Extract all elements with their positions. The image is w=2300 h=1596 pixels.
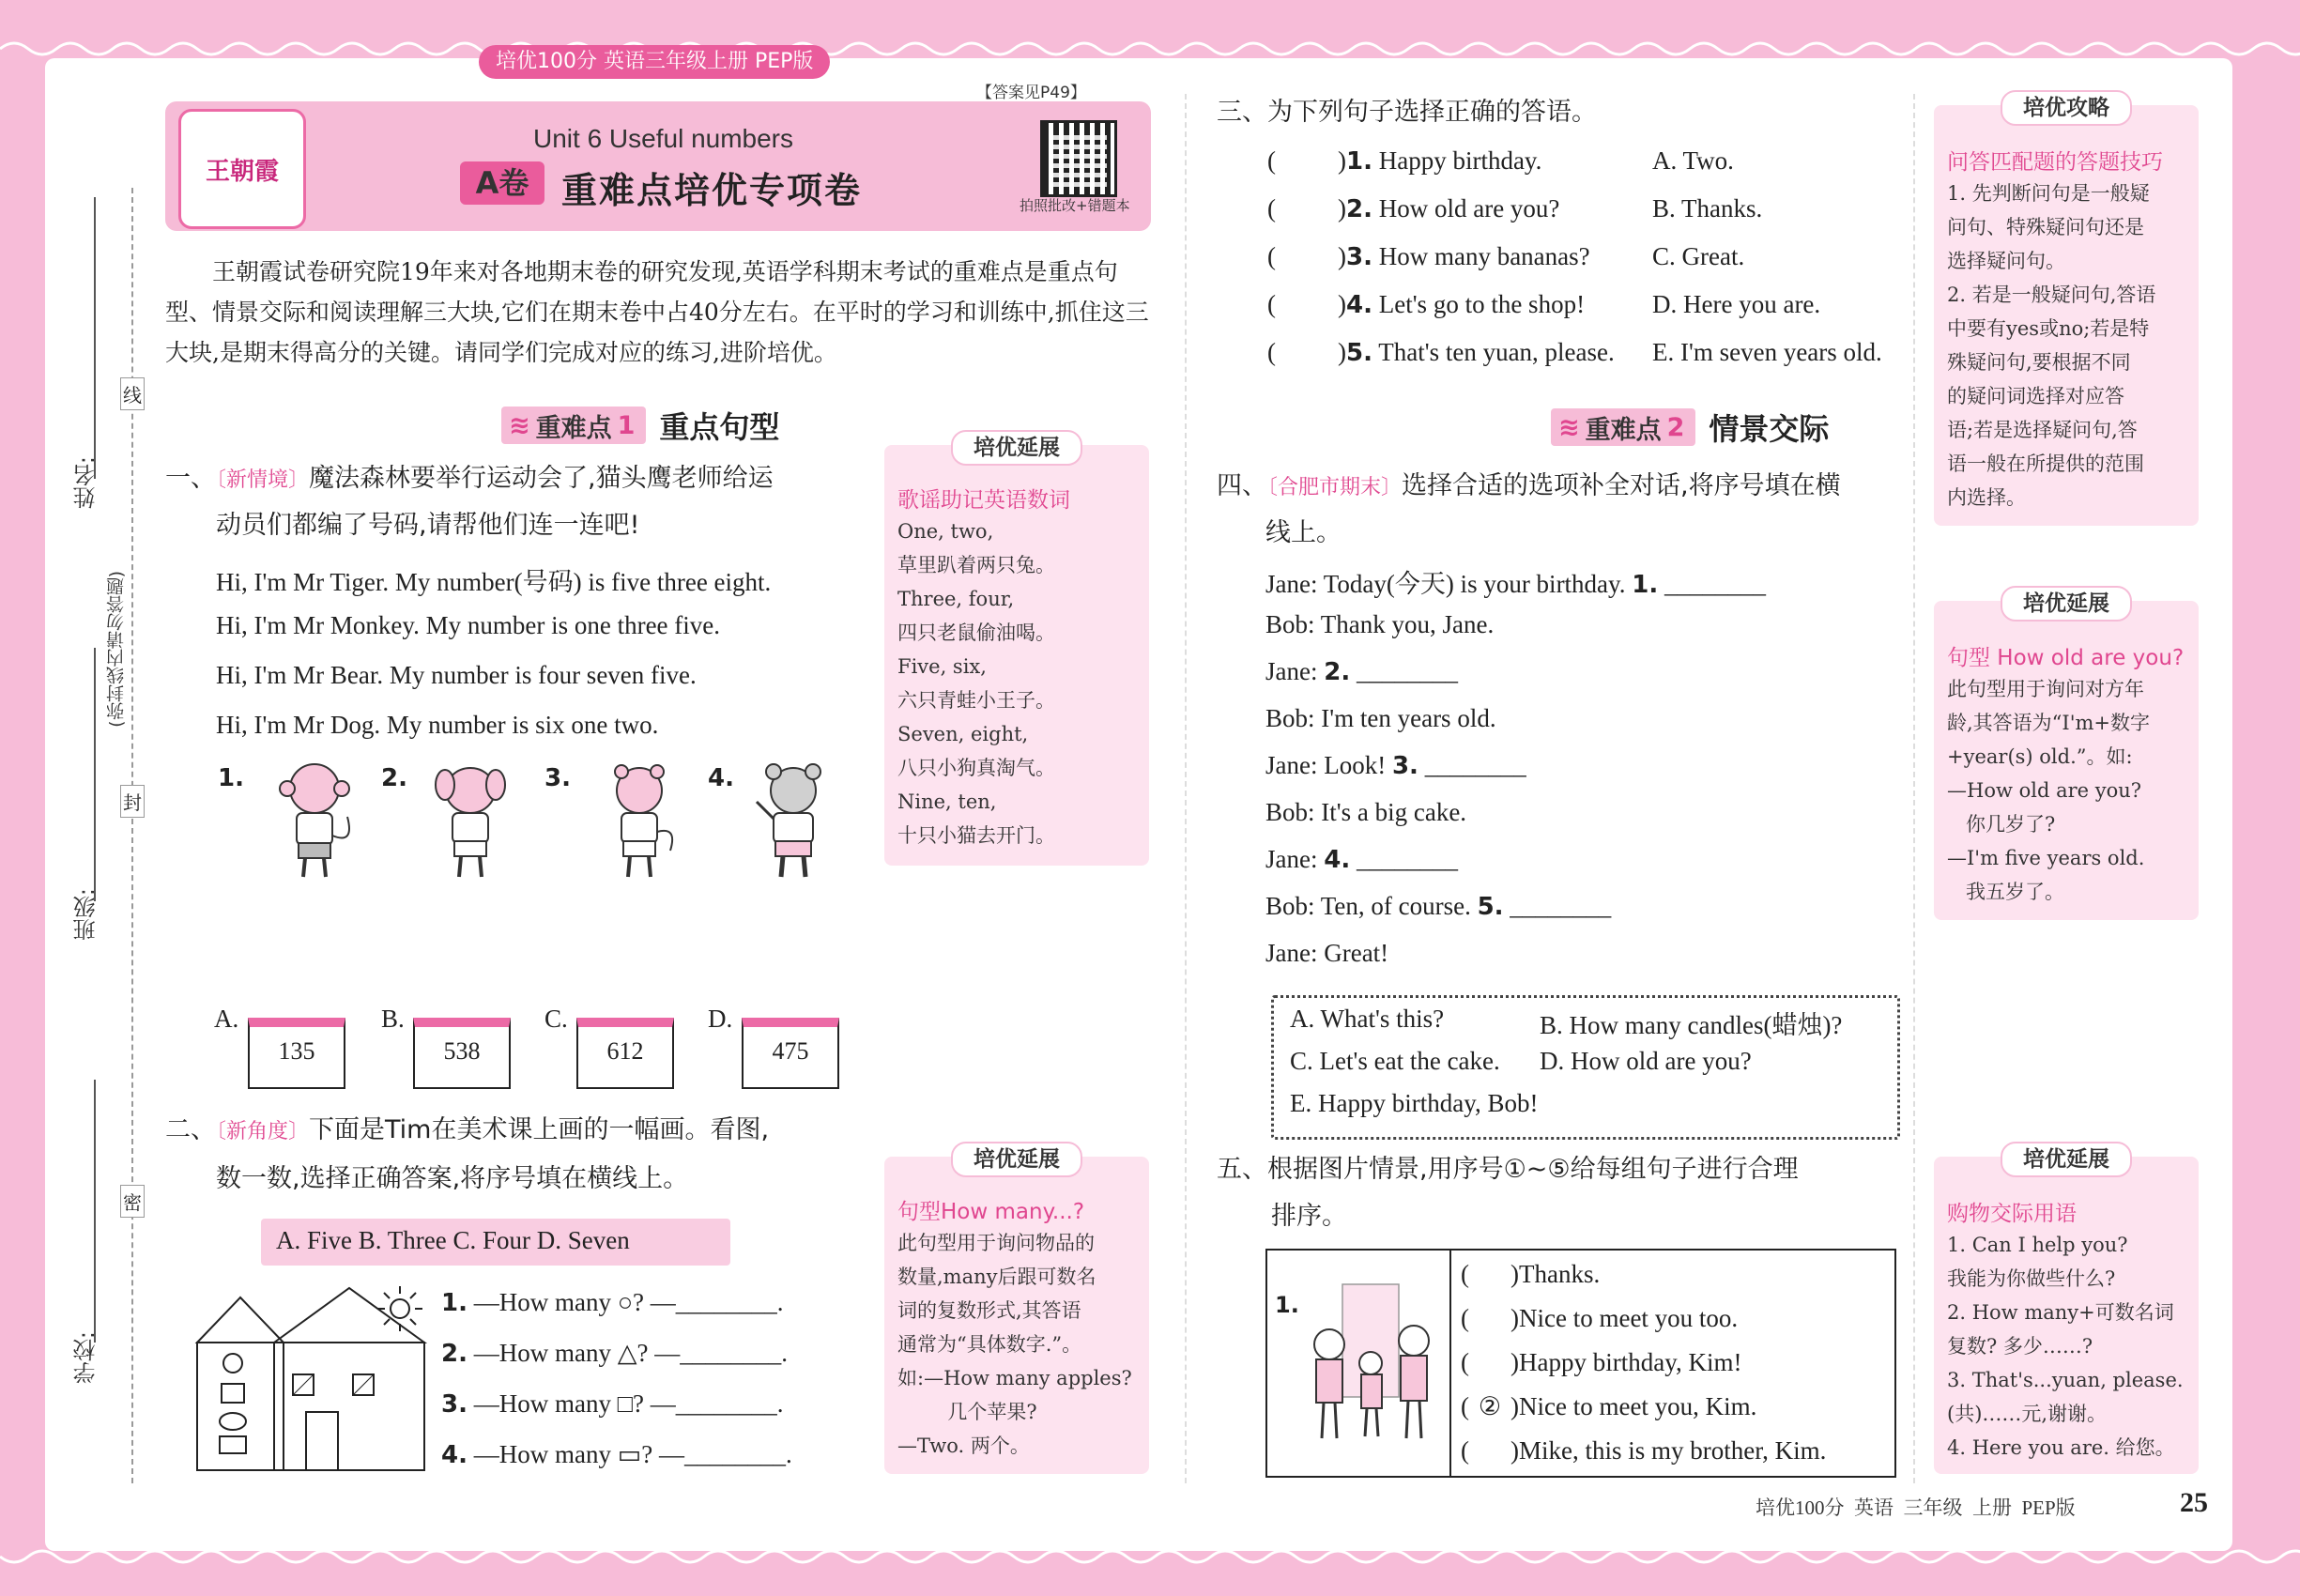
question-5-heading-line2: 排序。 [1271, 1202, 1347, 1231]
tip-box-4-subtitle: 句型 How old are you? [1947, 646, 2185, 670]
q3-num-1: 1. [1346, 147, 1372, 176]
q5-row-1: ( )Thanks. [1461, 1260, 1601, 1288]
q4-label: 四、 [1217, 471, 1267, 500]
tip-2-line: 通常为“具体数字.”。 [897, 1333, 1082, 1356]
tip-3-line: 殊疑问句,要根据不同 [1947, 351, 2131, 374]
q1-option-c-value: 612 [606, 1037, 644, 1065]
q1-option-b-value: 538 [443, 1037, 481, 1065]
q4-dialog-text: Jane: [1265, 657, 1318, 685]
section-1-tag [501, 407, 646, 444]
column-divider-right [1913, 94, 1915, 1483]
q4-dialog-line [1265, 939, 1388, 968]
q2-item-4-text: —How many [473, 1440, 611, 1468]
q4-dialog-line [1265, 892, 1611, 921]
q1-option-d-card [742, 1018, 839, 1089]
decorative-wave-bottom [0, 1547, 2300, 1568]
monkey-illustration [272, 760, 357, 882]
decorative-wave-top [0, 38, 2300, 58]
question-3-heading: 三、为下列句子选择正确的答语。 [1217, 98, 1597, 127]
name-line [94, 197, 96, 479]
tip-1-line: Seven, eight, [897, 723, 1029, 745]
tip-3-line: 问句、特殊疑问句还是 [1947, 216, 2144, 238]
q5-text1: 根据图片情景,用序号①~⑤给每组句子进行合理 [1267, 1155, 1799, 1184]
tip-4-line: +year(s) old.”。如: [1947, 745, 2133, 768]
tip-box-shopping [1934, 1147, 2199, 1474]
tip-5-line: (共)……元,谢谢。 [1947, 1403, 2108, 1425]
tip-box-3-body [1947, 176, 2155, 514]
tip-3-line: 语一般在所提供的范围 [1947, 453, 2144, 475]
family-greeting-illustration [1301, 1279, 1442, 1457]
q1-line-2: Hi, I'm Mr Monkey. My number is one three five. [216, 611, 721, 639]
tip-box-4-body [1947, 672, 2150, 909]
section-2-num: 2 [1666, 412, 1685, 442]
section-2-tag [1551, 408, 1695, 446]
circle-shape-icon: ○ [617, 1288, 634, 1316]
dog-illustration [428, 760, 513, 882]
q4-dialog-line [1265, 563, 1766, 600]
tip-1-line: Nine, ten, [897, 790, 997, 813]
q4-dialog-line [1265, 845, 1458, 874]
q2-item-4 [441, 1440, 792, 1469]
tip-1-line: 十只小猫去开门。 [897, 824, 1055, 847]
rectangle-shape-icon: ▭ [617, 1440, 642, 1468]
q1-text1: 魔法森林要举行运动会了,猫头鹰老师给运 [309, 464, 774, 493]
q4-option-c: C. Let's eat the cake. [1290, 1047, 1500, 1075]
q4-dialog-line [1265, 704, 1496, 733]
q2-item-2 [441, 1339, 788, 1368]
tip-3-line: 语;若是选择疑问句,答 [1947, 419, 2138, 441]
tip-3-line: 1. 先判断问句是一般疑 [1947, 182, 2150, 205]
q4-dialog-num: 5. [1477, 893, 1504, 921]
q5-text-5: )Mike, this is my brother, Kim. [1510, 1436, 1827, 1465]
q5-row-3: ( )Happy birthday, Kim! [1461, 1348, 1742, 1376]
q4-dialog-num: 1. [1632, 571, 1659, 599]
q4-dialog-text: Jane: Look! [1265, 751, 1387, 779]
q5-text-3: )Happy birthday, Kim! [1510, 1348, 1742, 1376]
q2-item-4-num: 4. [441, 1441, 468, 1469]
q3-row-5: ( )5. That's ten yuan, please. [1267, 338, 1615, 367]
wave-icon: ≋ [509, 410, 530, 440]
q2-item-1-text: —How many [473, 1288, 611, 1316]
tip-box-2-body [897, 1226, 1132, 1463]
q1-option-b-card [413, 1018, 511, 1089]
tip-5-line: 2. How many+可数名词 [1947, 1301, 2174, 1324]
q2-item-4-blank[interactable]: ? —________. [641, 1440, 792, 1468]
q3-option-a: A. Two. [1652, 146, 1734, 175]
q2-item-3-blank[interactable]: ? —________. [633, 1389, 784, 1418]
q4-option-d: D. How old are you? [1540, 1047, 1752, 1075]
q3-option-c: C. Great. [1652, 242, 1745, 270]
q4-dialog-line [1265, 657, 1458, 686]
tip-3-line: 中要有yes或no;若是特 [1947, 317, 2150, 340]
q4-dialog-line [1265, 751, 1526, 780]
page-number: 25 [2180, 1487, 2208, 1518]
q1-option-d-value: 475 [772, 1037, 809, 1065]
unit-title: Unit 6 Useful numbers [533, 124, 794, 153]
tip-3-line: 的疑问词选择对应答 [1947, 385, 2124, 407]
q3-text-3: How many bananas? [1378, 242, 1590, 270]
tip-5-line: 复数? 多少……? [1947, 1335, 2093, 1358]
q4-blank-3[interactable]: ________ [1424, 751, 1526, 779]
question-5-heading [1217, 1147, 1799, 1192]
tip-3-line: 选择疑问句。 [1947, 250, 2065, 272]
q2-item-1-blank[interactable]: ? —________. [633, 1288, 784, 1316]
tip-5-line: 4. Here you are. 给您。 [1947, 1436, 2175, 1459]
question-2-heading-line2: 数一数,选择正确答案,将序号填在横线上。 [216, 1164, 689, 1193]
tip-box-how-many [884, 1147, 1149, 1474]
tip-4-line: —How old are you? [1947, 779, 2142, 802]
q5-text-1: )Thanks. [1510, 1260, 1601, 1288]
seal-mark-seal: 封 [120, 785, 145, 818]
wave-icon: ≋ [1558, 412, 1580, 442]
tip-box-4-title: 培优延展 [2001, 586, 2132, 622]
tip-box-2-subtitle: 句型How many...? [897, 1200, 1085, 1224]
q4-blank-4[interactable]: ________ [1356, 845, 1458, 873]
q1-label: 一、 [165, 464, 216, 493]
q2-item-1 [441, 1288, 784, 1317]
tip-2-line: 数量,many后跟可数名 [897, 1266, 1096, 1288]
name-label: 姓名: [73, 456, 100, 510]
tip-box-5-title: 培优延展 [2001, 1142, 2132, 1177]
tip-box-1-body [897, 514, 1055, 852]
q4-text1: 选择合适的选项补全对话,将序号填在横 [1402, 471, 1841, 500]
tip-1-line: Five, six, [897, 655, 987, 678]
q3-text-2: How old are you? [1378, 194, 1560, 223]
question-1-heading [165, 456, 774, 503]
q1-line-4: Hi, I'm Mr Dog. My number is six one two. [216, 711, 659, 739]
q4-dialog-text: Bob: I'm ten years old. [1265, 704, 1496, 732]
footer-text: 培优100分 英语 三年级 上册 PEP版 [1756, 1496, 2076, 1519]
tip-5-line: 1. Can I help you? [1947, 1234, 2128, 1256]
q3-option-d: D. Here you are. [1652, 290, 1821, 318]
question-4-heading-line2: 线上。 [1265, 518, 1342, 547]
tip-5-line: 3. That's...yuan, please. [1947, 1369, 2184, 1391]
section-2-title: 情景交际 [1709, 411, 1830, 447]
q3-row-2: ( )2. How old are you? [1267, 194, 1560, 223]
q3-option-e: E. I'm seven years old. [1652, 338, 1882, 366]
seal-notice: (弥封线内请勿答题) [106, 571, 127, 728]
tip-4-line: 此句型用于询问对方年 [1947, 678, 2144, 700]
paper-badge: A卷 [460, 161, 544, 205]
tip-1-line: 草里趴着两只兔。 [897, 554, 1055, 576]
tip-box-1-title: 培优延展 [951, 430, 1082, 466]
q2-choices: A. Five B. Three C. Four D. Seven [276, 1226, 630, 1254]
q3-row-4: ( )4. Let's go to the shop! [1267, 290, 1586, 319]
q3-option-b: B. Thanks. [1652, 194, 1763, 223]
q4-dialog-text: Bob: Thank you, Jane. [1265, 610, 1495, 638]
tip-box-5-body [1947, 1228, 2184, 1465]
q1-option-a-value: 135 [278, 1037, 315, 1065]
q3-num-5: 5. [1346, 339, 1372, 367]
square-shape-icon: □ [617, 1389, 634, 1418]
triangle-shape-icon: △ [617, 1339, 637, 1367]
qr-caption: 拍照批改+错题本 [1020, 197, 1130, 214]
q4-dialog-text: Bob: It's a big cake. [1265, 798, 1467, 826]
tip-2-line: 此句型用于询问物品的 [897, 1232, 1095, 1254]
q4-option-e: E. Happy birthday, Bob! [1290, 1089, 1539, 1117]
tip-box-number-rhyme [884, 436, 1149, 866]
page-title: 重难点培优专项卷 [561, 170, 863, 211]
school-line [94, 1080, 96, 1343]
q5-row-5: ( )Mike, this is my brother, Kim. [1461, 1436, 1827, 1465]
q5-pic-num: 1. [1275, 1292, 1299, 1318]
q5-label: 五、 [1217, 1155, 1267, 1184]
question-2-heading [165, 1108, 769, 1155]
q5-text-4: )Nice to meet you, Kim. [1510, 1392, 1757, 1420]
tip-3-line: 2. 若是一般疑问句,答语 [1947, 284, 2156, 306]
tip-5-line: 我能为你做些什么? [1947, 1267, 2116, 1290]
q4-dialog-line [1265, 798, 1466, 827]
q1-option-c-card [576, 1018, 674, 1089]
seal-mark-line: 线 [120, 377, 145, 410]
column-divider [1185, 94, 1187, 1483]
q3-text-5: That's ten yuan, please. [1378, 338, 1615, 366]
q4-dialog-num: 3. [1391, 752, 1418, 780]
q5-answer-4[interactable]: ② [1478, 1392, 1502, 1420]
brand-logo [178, 109, 306, 229]
sun-icon [376, 1284, 424, 1333]
tip-4-line: —I'm five years old. [1947, 847, 2145, 869]
q4-dialog-num: 2. [1324, 658, 1351, 686]
section-2-tag-text: 重难点 [1585, 415, 1662, 445]
q3-num-3: 3. [1346, 243, 1372, 271]
tip-1-line: 六只青蛙小王子。 [897, 689, 1055, 712]
tip-box-3-subtitle: 问答匹配题的答题技巧 [1947, 150, 2163, 175]
q4-blank-2[interactable]: ________ [1356, 657, 1458, 685]
tip-2-line: 几个苹果? [897, 1401, 1037, 1423]
q4-dialog-text: Bob: Ten, of course. [1265, 892, 1471, 920]
q1-line-3: Hi, I'm Mr Bear. My number is four seven five. [216, 661, 697, 689]
q1-tag: 〔新情境〕 [216, 468, 310, 492]
tip-box-matching-strategy [1934, 96, 2199, 526]
tip-box-5-subtitle: 购物交际用语 [1947, 1202, 2077, 1226]
q3-text-4: Let's go to the shop! [1378, 290, 1586, 318]
q2-item-2-text: —How many [473, 1339, 611, 1367]
section-1-title: 重点句型 [659, 409, 780, 445]
school-label: 学校: [73, 1331, 100, 1385]
intro-paragraph: 王朝霞试卷研究院19年来对各地期末卷的研究发现,英语学科期末考试的重难点是重点句型、情景交际和阅读理解三大块,它们在期末卷中占40分左右。在平时的学习和训练中,抓住这三大块,是期末得高分的关键。请同学们完成对应的练习,进阶培优。 [165, 258, 1149, 366]
q4-dialog-text: Jane: Today(今天) is your birthday. [1265, 570, 1626, 598]
q3-num-2: 2. [1346, 195, 1372, 223]
answer-reference: 【答案见P49】 [976, 84, 1086, 102]
q3-text-1: Happy birthday. [1378, 146, 1542, 175]
tip-box-2-title: 培优延展 [951, 1142, 1082, 1177]
book-tab: 培优100分 英语三年级上册 PEP版 [479, 45, 830, 79]
q5-picture-cell [1267, 1251, 1451, 1476]
q4-dialog-text: Jane: [1265, 845, 1318, 873]
tip-2-line: 如:—How many apples? [897, 1367, 1132, 1389]
q5-text-2: )Nice to meet you too. [1510, 1304, 1739, 1332]
q5-row-4: ( ② )Nice to meet you, Kim. [1461, 1392, 1757, 1420]
tip-box-3-title: 培优攻略 [2001, 90, 2132, 126]
q4-tag: 〔合肥市期末〕 [1267, 476, 1403, 499]
q2-label: 二、 [165, 1115, 216, 1144]
q2-item-3 [441, 1389, 784, 1419]
tip-box-how-old [1934, 591, 2199, 920]
q2-item-2-num: 2. [441, 1340, 468, 1368]
section-1-num: 1 [617, 410, 636, 440]
q3-num-4: 4. [1346, 291, 1372, 319]
q2-item-2-blank[interactable]: ? —________. [636, 1339, 788, 1367]
q1-option-c-letter: C. [544, 1005, 568, 1033]
q2-item-3-text: —How many [473, 1389, 611, 1418]
q1-pic-num-1: 1. [218, 764, 244, 792]
bear-illustration [751, 760, 836, 882]
q4-option-b: B. How many candles(蜡烛)? [1540, 1011, 1843, 1039]
tip-2-line: —Two. 两个。 [897, 1435, 1030, 1457]
q2-item-1-num: 1. [441, 1289, 468, 1317]
seal-mark-secret: 密 [120, 1185, 145, 1218]
tip-3-line: 内选择。 [1947, 486, 2026, 509]
section-1-tag-text: 重难点 [535, 413, 612, 443]
q2-tag: 〔新角度〕 [216, 1120, 310, 1143]
q3-row-3: ( )3. How many bananas? [1267, 242, 1590, 271]
q1-option-b-letter: B. [381, 1005, 405, 1033]
q1-pic-num-3: 3. [544, 764, 571, 792]
tip-1-line: 八只小狗真淘气。 [897, 757, 1055, 779]
q5-row-2: ( )Nice to meet you too. [1461, 1304, 1739, 1332]
qr-code-icon[interactable] [1040, 120, 1117, 197]
section-1-header [501, 404, 779, 447]
q4-option-a: A. What's this? [1290, 1005, 1445, 1033]
tip-box-1-subtitle: 歌谣助记英语数词 [897, 488, 1070, 513]
q2-text1: 下面是Tim在美术课上画的一幅画。看图, [309, 1115, 770, 1144]
q1-option-d-letter: D. [708, 1005, 733, 1033]
q4-dialog-line [1265, 610, 1494, 639]
q3-row-1: ( )1. Happy birthday. [1267, 146, 1542, 176]
tip-4-line: 我五岁了。 [1947, 881, 2065, 903]
class-label: 班级: [73, 888, 100, 942]
q4-blank-5[interactable]: ________ [1510, 892, 1612, 920]
q1-line-1: Hi, I'm Mr Tiger. My number(号码) is five three eight. [216, 568, 772, 596]
q4-dialog-num: 4. [1324, 846, 1351, 874]
q1-option-a-letter: A. [214, 1005, 239, 1033]
section-2-header [1551, 406, 1829, 449]
question-1-heading-line2: 动员们都编了号码,请帮他们连一连吧! [216, 511, 640, 540]
q4-blank-1[interactable]: ________ [1664, 570, 1767, 598]
q1-option-a-card [248, 1018, 345, 1089]
tip-1-line: One, two, [897, 520, 994, 543]
q1-pic-num-2: 2. [381, 764, 407, 792]
class-line [94, 648, 96, 901]
tip-1-line: Three, four, [897, 588, 1015, 610]
tip-2-line: 词的复数形式,其答语 [897, 1299, 1081, 1322]
q1-pic-num-4: 4. [708, 764, 734, 792]
tip-4-line: 龄,其答语为“I'm+数字 [1947, 712, 2150, 734]
tip-4-line: 你几岁了? [1947, 813, 2056, 836]
q4-dialog-text: Jane: Great! [1265, 939, 1389, 967]
question-4-heading [1217, 464, 1841, 511]
q2-item-3-num: 3. [441, 1390, 468, 1419]
brand-logo-text: 王朝霞 [205, 157, 279, 186]
tiger-illustration [597, 760, 682, 882]
tip-1-line: 四只老鼠偷油喝。 [897, 622, 1055, 644]
